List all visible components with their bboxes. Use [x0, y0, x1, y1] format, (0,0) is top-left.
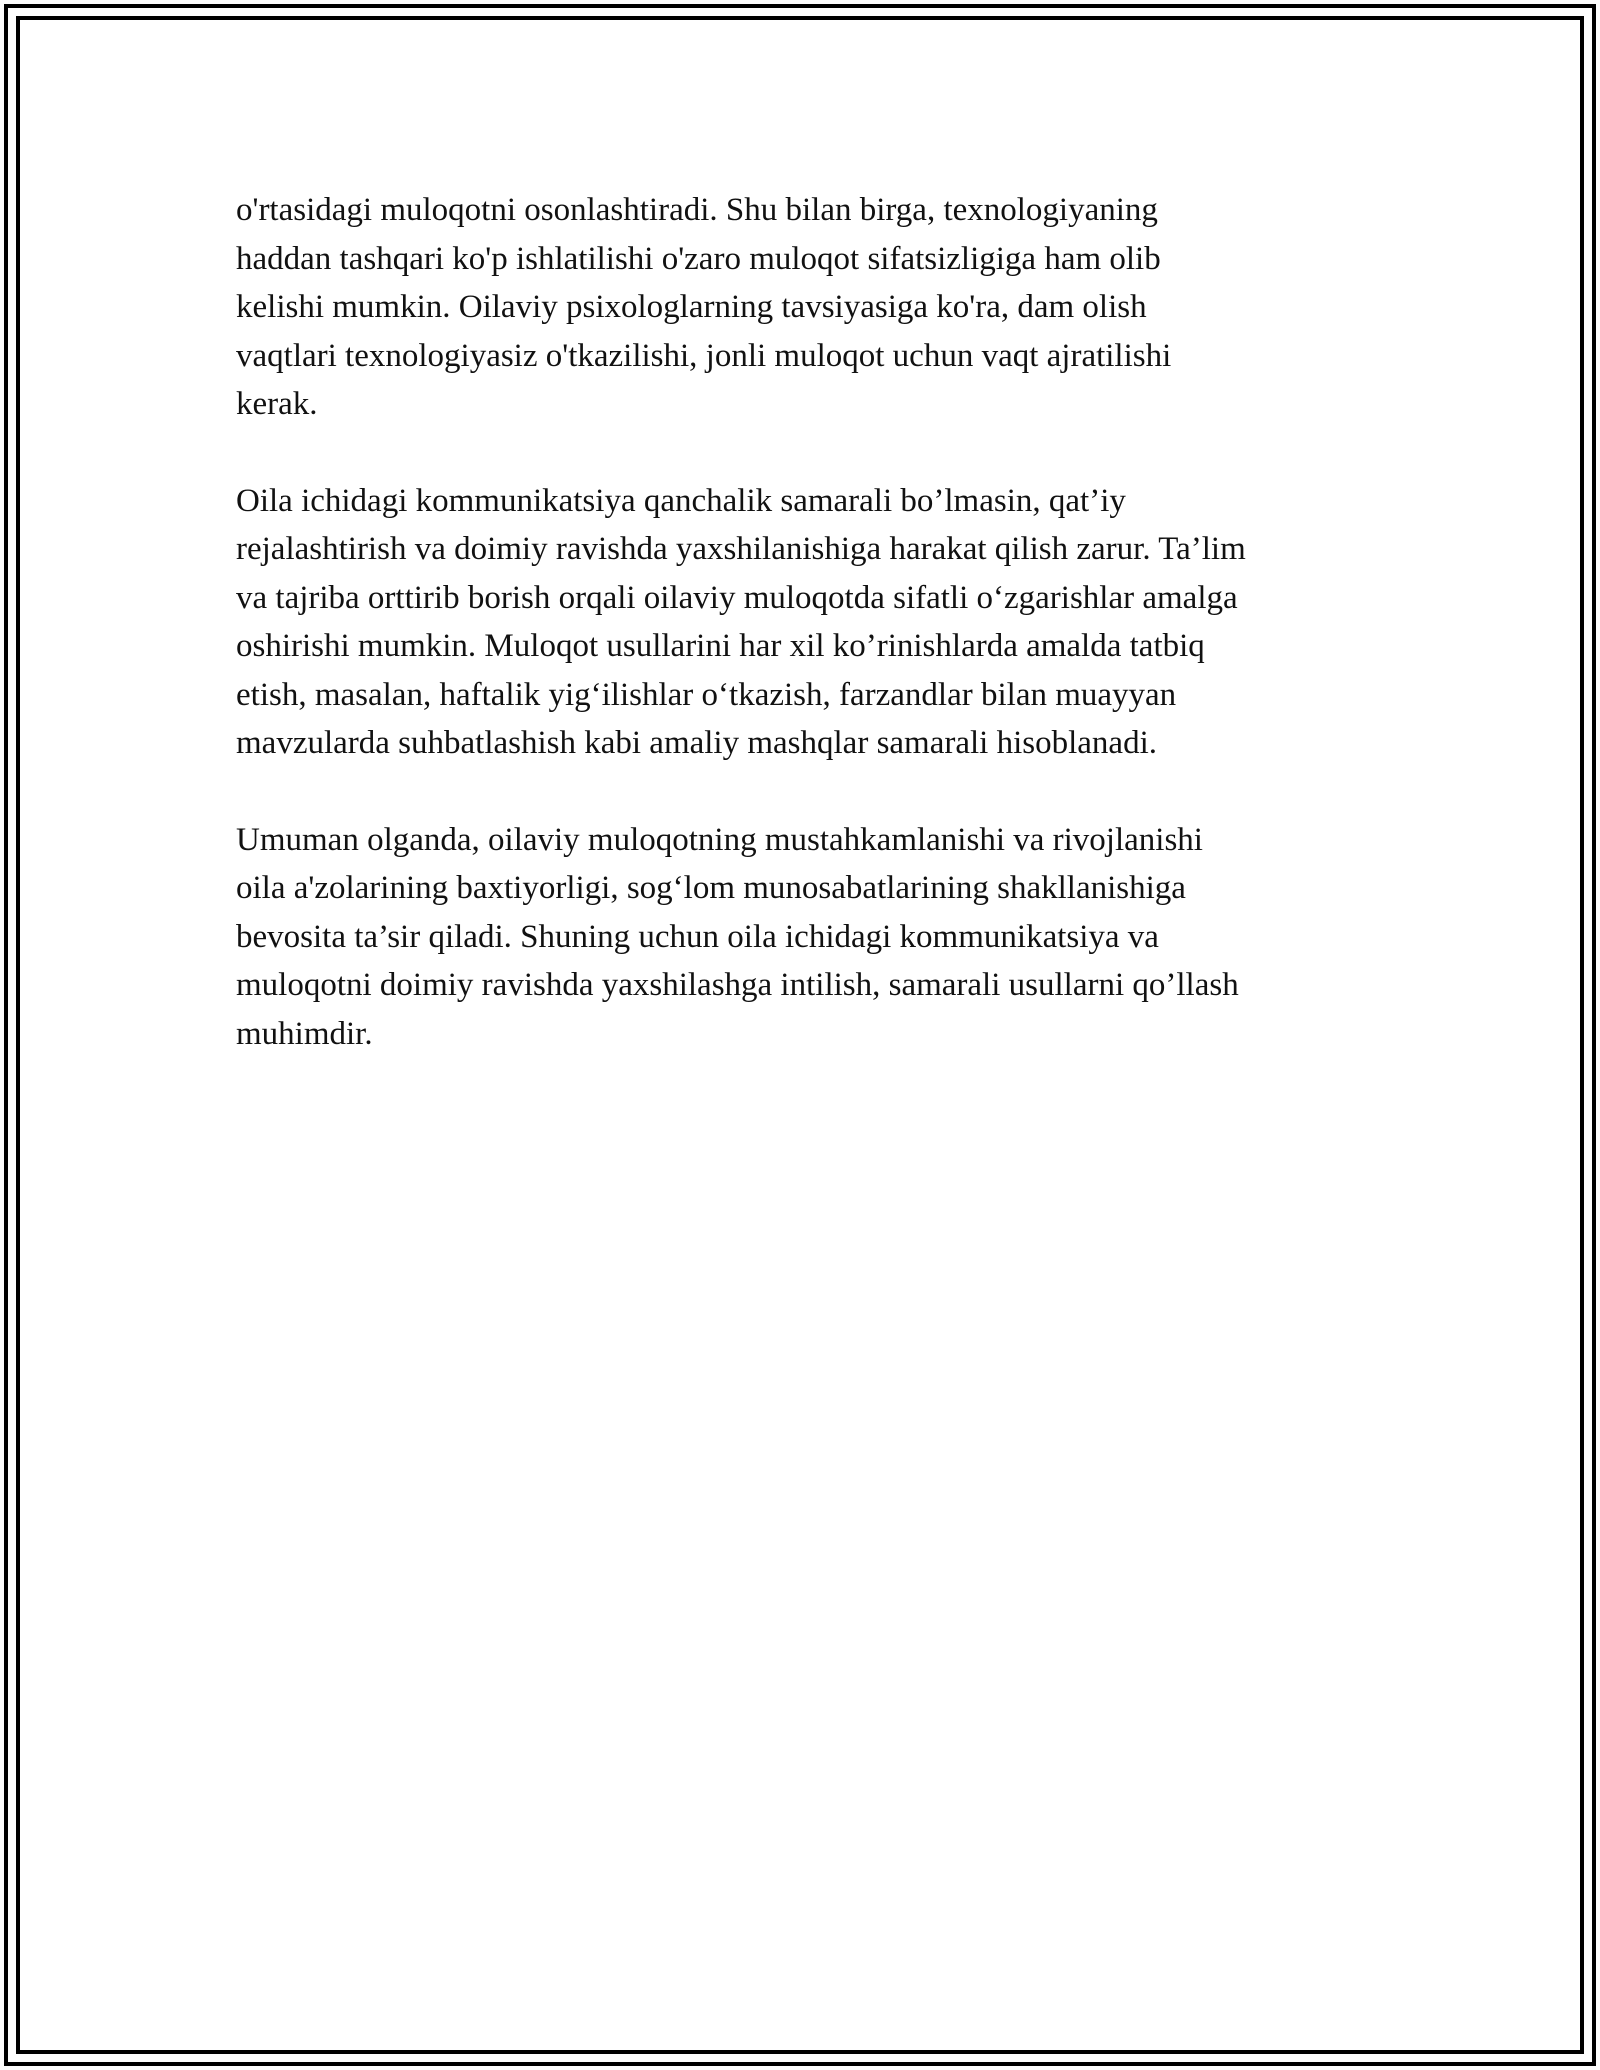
paragraph-2: Oila ichidagi kommunikatsiya qanchalik samarali bo’lmasin, qat’iy rejalashtirish va doimiy ravishda yaxshilanishiga harakat qilish zarur. Ta’lim va tajriba orttirib borish orqali oilaviy muloqotda sifatli o‘zgarishlar amalga oshirishi mumkin. Muloqot usullarini har xil ko’rinishlarda amalda tatbiq etish, masalan, haftalik yig‘ilishlar o‘tkazish, farzandlar bilan muayyan mavzularda suhbatlashish kabi amaliy mashqlar samarali hisoblanadi. — [236, 482, 1246, 761]
paragraph-1: o'rtasidagi muloqotni osonlashtiradi. Shu bilan birga, texnologiyaning haddan tashqari ko'p ishlatilishi o'zaro muloqot sifatsizligiga ham olib kelishi mumkin. Oilaviy psixologlarning tavsiyasiga ko'ra, dam olish vaqtlari texnologiyasiz o'tkazilishi, jonli muloqot uchun vaqt ajratilishi kerak. — [236, 192, 1172, 422]
document-body — [236, 186, 1386, 1106]
paragraph-3: Umuman olganda, oilaviy muloqotning mustahkamlanishi va rivojlanishi oila a'zolarining baxtiyorligi, sog‘lom munosabatlarining shakllanishiga bevosita ta’sir qiladi. Shuning uchun oila ichidagi kommunikatsiya va muloqotni doimiy ravishda yaxshilashga intilish, samarali usullarni qo’llash muhimdir. — [236, 821, 1239, 1052]
